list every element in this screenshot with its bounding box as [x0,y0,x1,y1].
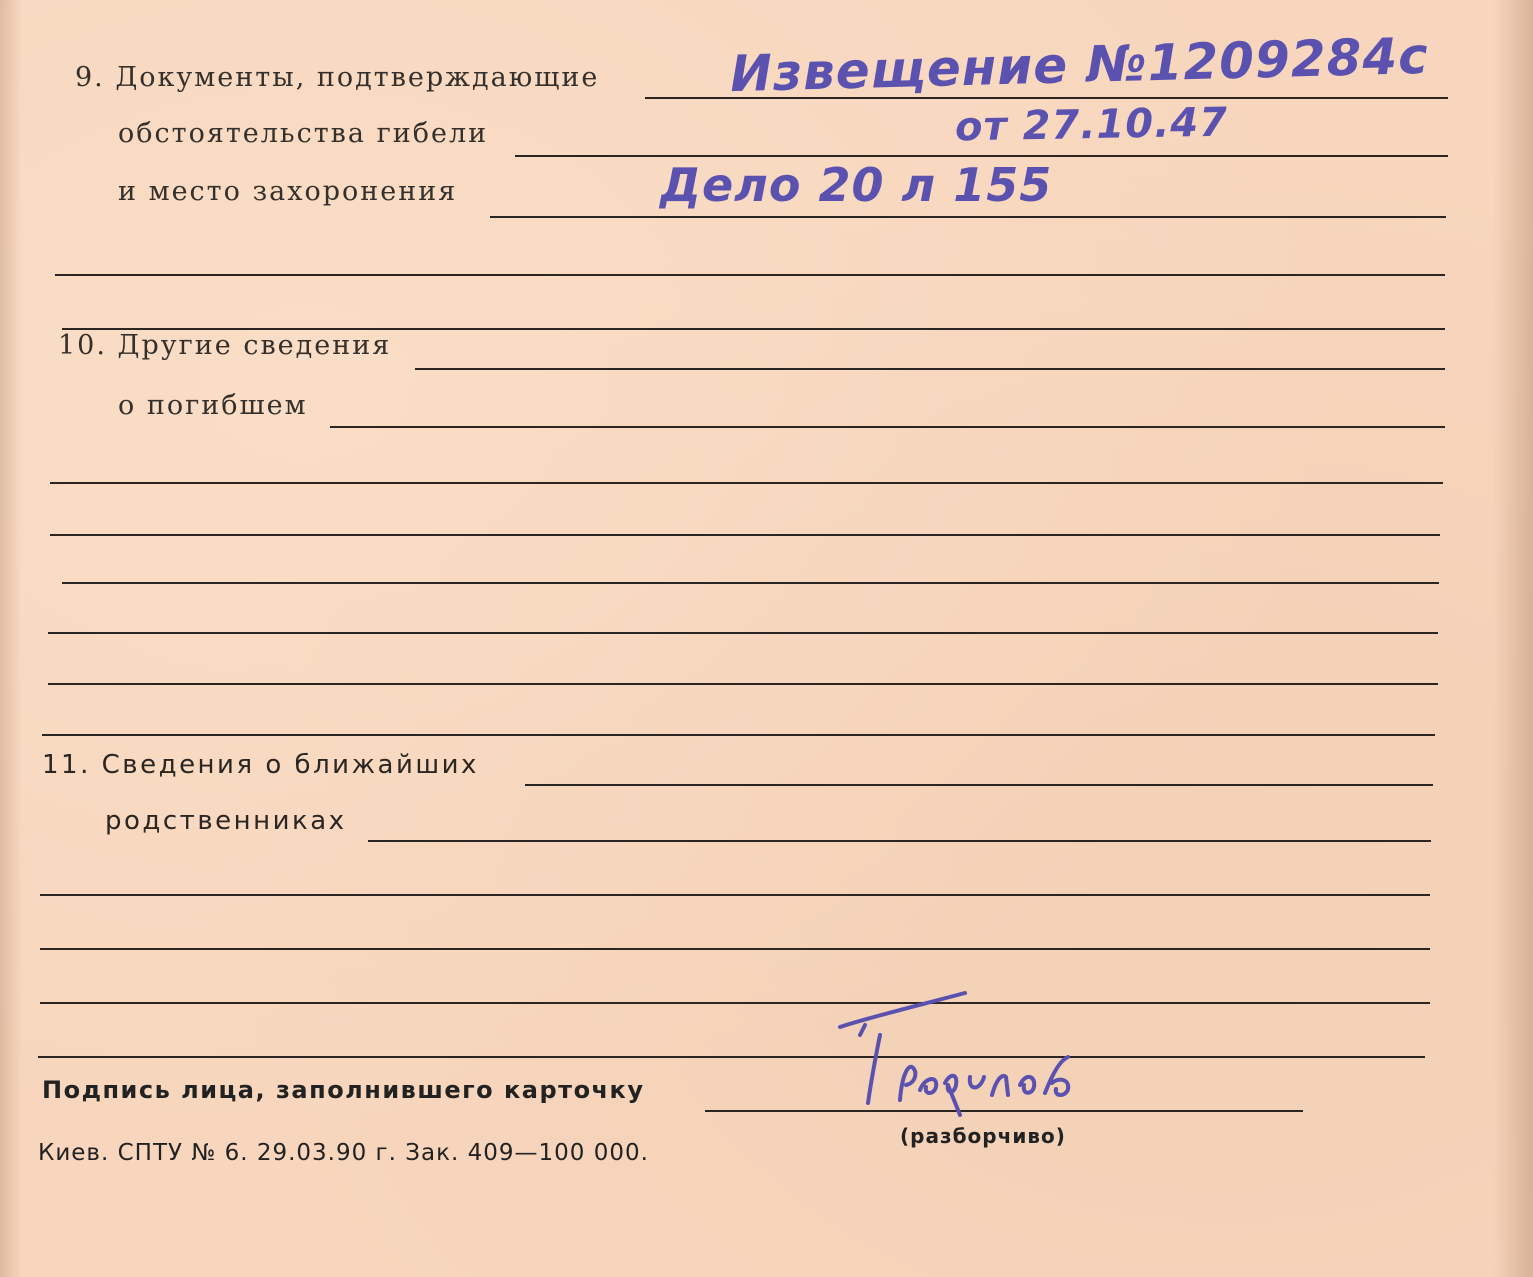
handwritten-notice-number: Извещение №1209284с [729,26,1430,104]
form-line [48,683,1438,685]
section-9-label-line1: 9. Документы, подтверждающие [75,62,600,93]
form-line [48,632,1438,634]
print-info: Киев. СПТУ № 6. 29.03.90 г. Зак. 409—100 000. [38,1140,649,1166]
section-10-label-line1: 10. Другие сведения [58,330,392,361]
form-line [40,894,1430,896]
section-11-label-line2: родственниках [105,806,347,836]
legible-note: (разборчиво) [900,1124,1066,1148]
signature-image [820,965,1120,1125]
form-line [38,1056,1425,1058]
form-line [55,274,1445,276]
form-line [368,840,1431,842]
form-line [40,1002,1430,1004]
section-11-label-line1: 11. Сведения о ближайших [42,750,479,780]
form-line [525,784,1433,786]
form-line [50,482,1443,484]
form-line [42,734,1435,736]
paper-edge-left [0,0,22,1277]
form-line [415,368,1445,370]
form-line [62,582,1439,584]
form-line [490,216,1446,218]
handwritten-signature-icon [820,965,1120,1125]
section-10-label-line2: о погибшем [118,390,308,421]
form-line [50,534,1440,536]
form-line [330,426,1445,428]
handwritten-notice-date: от 27.10.47 [954,99,1229,151]
handwritten-case-reference: Дело 20 л 155 [660,158,1053,212]
form-line [515,155,1448,157]
paper-edge-right [1493,0,1533,1277]
section-9-label-line3: и место захоронения [118,176,458,207]
signature-label: Подпись лица, заполнившего карточку [42,1076,645,1104]
form-line [40,948,1430,950]
section-9-label-line2: обстоятельства гибели [118,118,489,149]
